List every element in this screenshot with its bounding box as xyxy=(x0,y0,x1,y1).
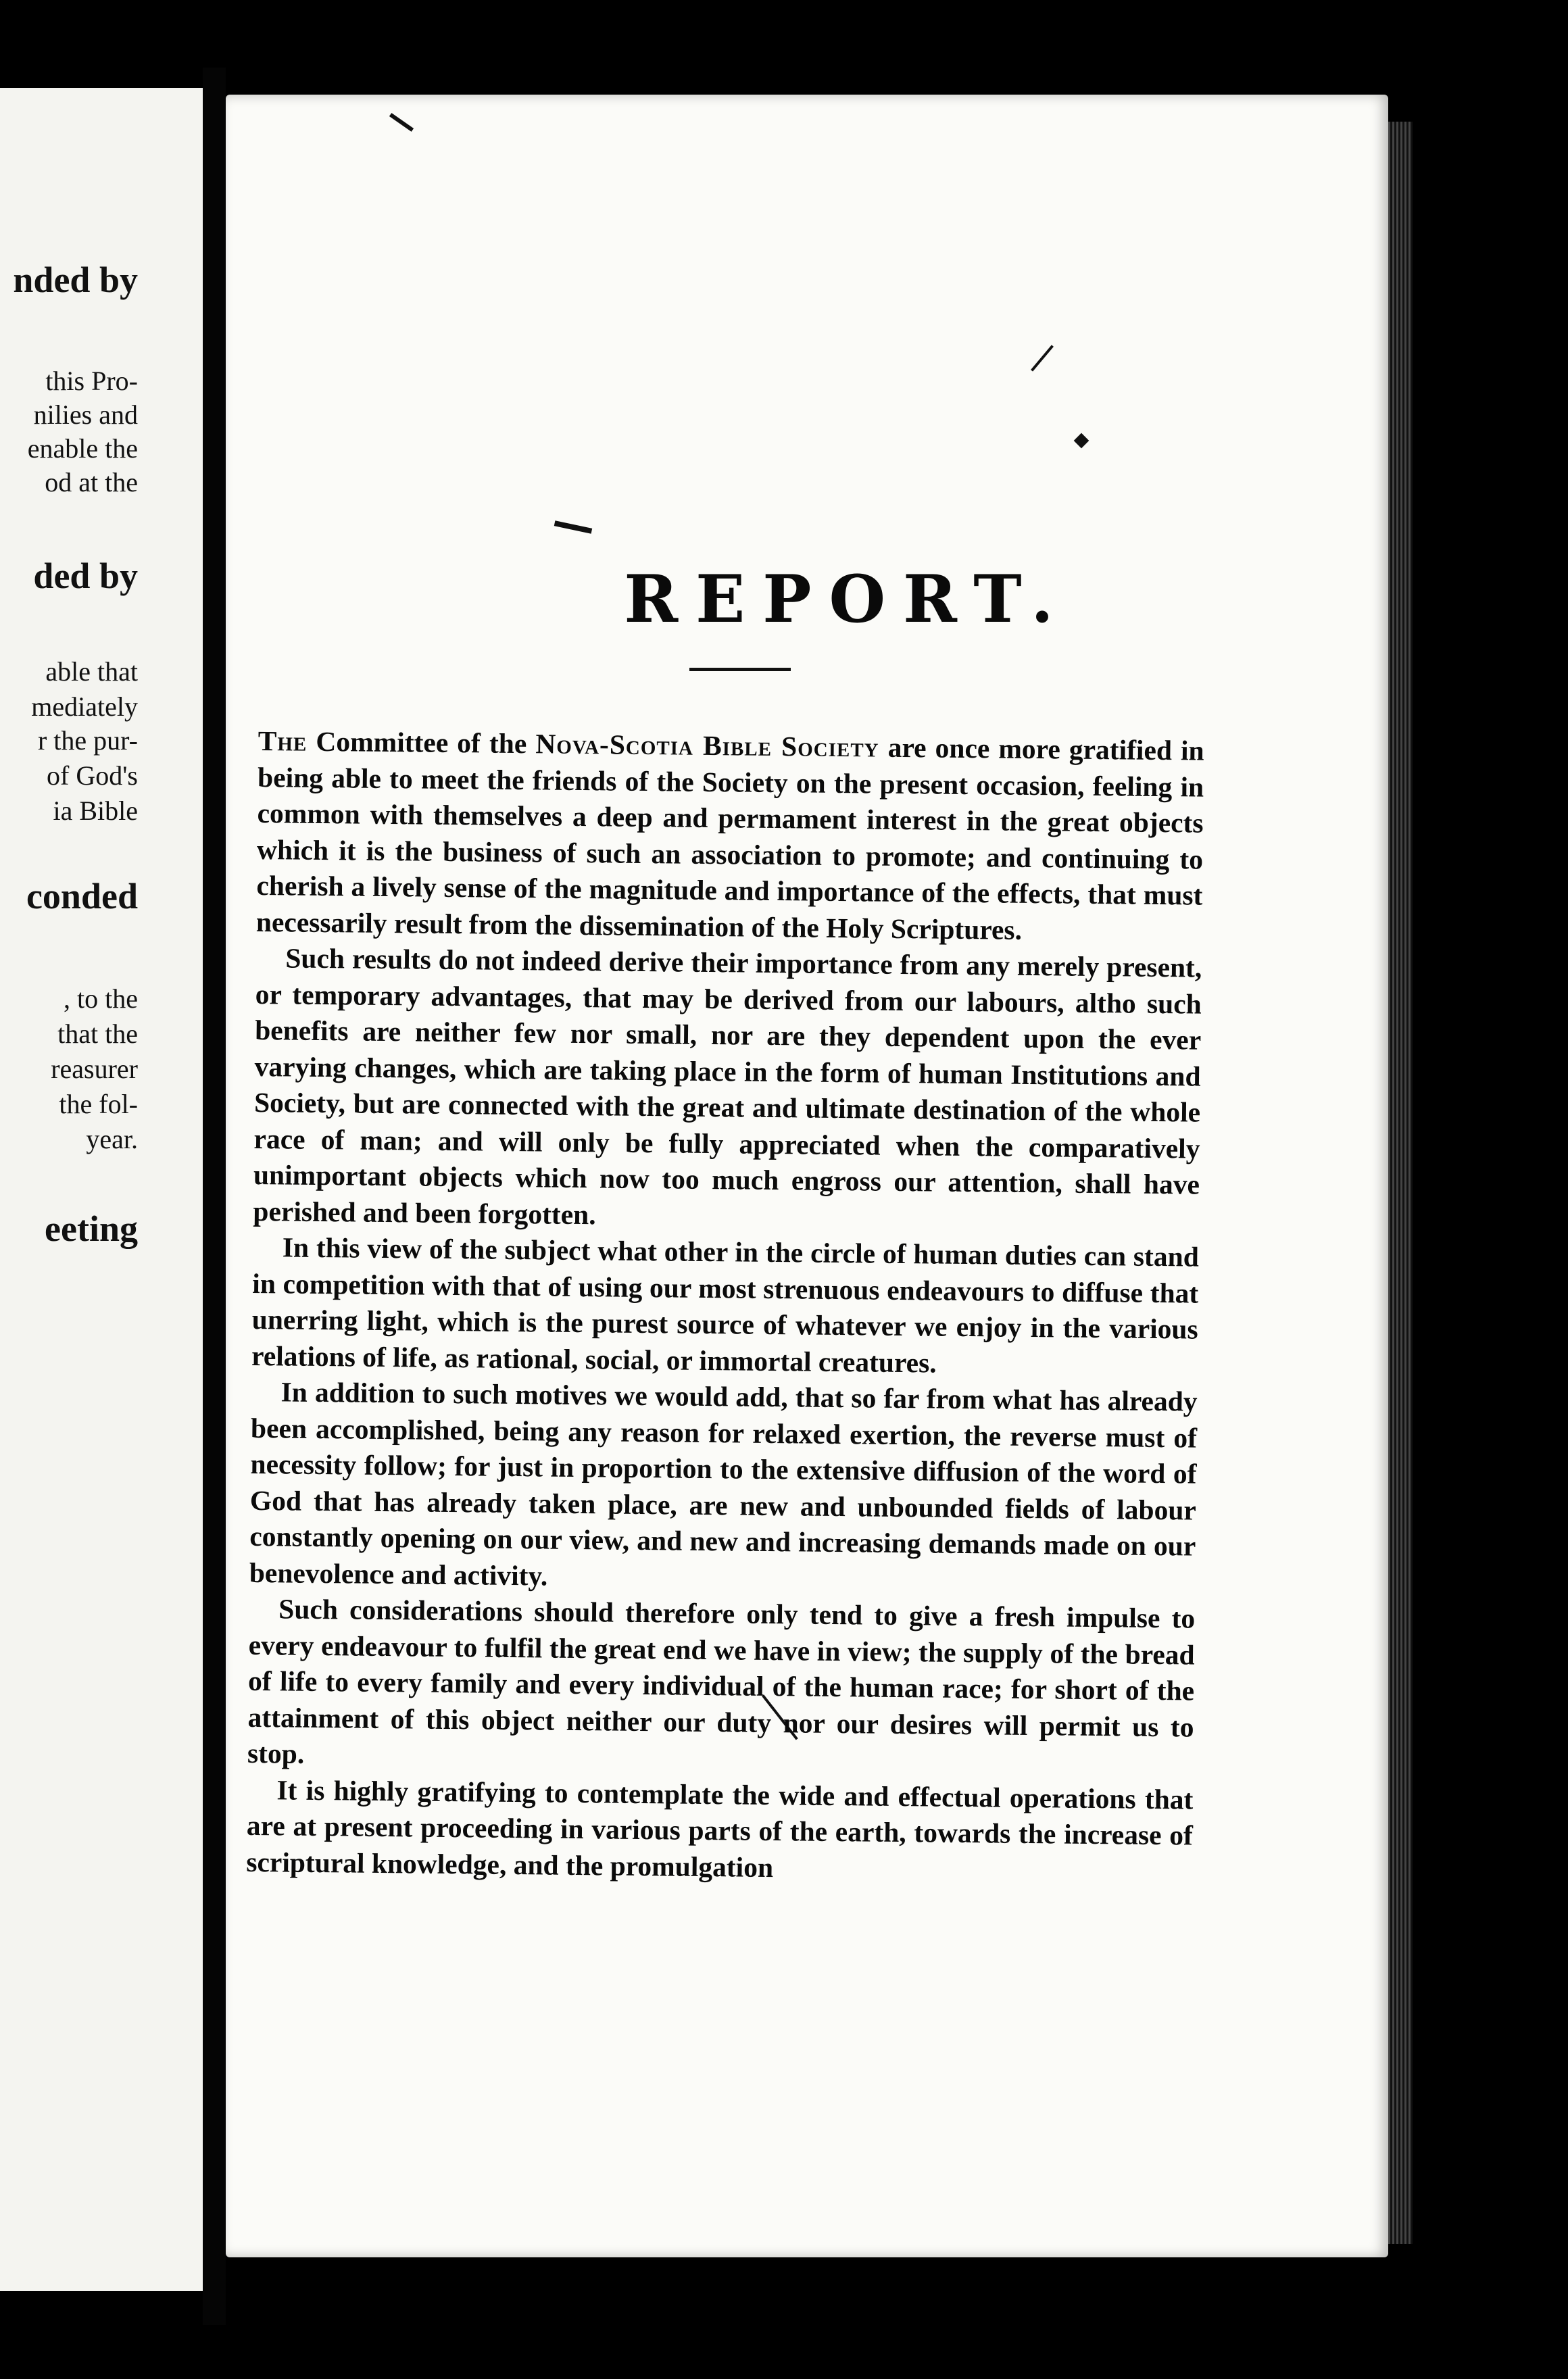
left-line: nilies and xyxy=(33,399,138,430)
left-line: mediately xyxy=(31,691,138,722)
left-line: able that xyxy=(45,656,138,687)
left-line: that the xyxy=(57,1019,138,1049)
left-line: reasurer xyxy=(51,1054,138,1084)
left-line: ia Bible xyxy=(53,795,138,826)
report-paragraph xyxy=(256,723,1204,950)
left-line: of God's xyxy=(47,760,138,791)
left-line: r the pur- xyxy=(37,725,138,756)
ink-mark xyxy=(554,520,592,533)
ink-mark xyxy=(389,113,414,132)
report-page xyxy=(226,95,1388,2257)
opening-rest: are once more gratified in being able to meet the friends of the Society on the present occasion, feeling in common with themselves a deep and permament interest in the great objects which it is the business of such an association to promote; and continuing to cherish a lively sense of the magnitude and importance of the effects, that must necessarily result from the dissemination of the Holy Scriptures. xyxy=(255,731,1204,946)
left-line: , to the xyxy=(64,983,138,1014)
left-line: year. xyxy=(86,1124,138,1154)
opening-word: The xyxy=(258,725,308,757)
report-body xyxy=(246,723,1204,1890)
left-line: eeting xyxy=(45,1208,138,1249)
left-line: ded by xyxy=(33,556,138,596)
ink-mark xyxy=(1074,433,1089,449)
society-name: Nova-Scotia Bible Society xyxy=(535,728,879,763)
left-line: conded xyxy=(26,876,138,916)
left-line: enable the xyxy=(27,433,138,464)
report-paragraph: In addition to such motives we would add, that so far from what has already been accomplished, being any reason for relaxed exertion, the reverse must of necessity follow; for just in proportion to the extensive diffusion of the word of God that has already taken place, are new and unbounded fields of labour constantly opening on our view, and new and increasing demands made on our benevolence and activity. xyxy=(249,1376,1198,1592)
page-edges xyxy=(1388,122,1413,2244)
left-facing-page xyxy=(0,88,207,2291)
book-gutter xyxy=(203,68,226,2325)
report-paragraph: Such considerations should therefore only tend to give a fresh impulse to every endeavour to fulfil the great end we have in view; the supply of the bread of life to every family and every individual of the human race; for short of the attainment of this object neither our duty nor our desires will permit us to stop. xyxy=(247,1593,1196,1769)
left-line: the fol- xyxy=(59,1089,138,1119)
title-rule xyxy=(689,668,791,671)
report-title: REPORT. xyxy=(624,561,1071,637)
report-paragraph: It is highly gratifying to contemplate the wide and effectual operations that are at present proceeding in various parts of the earth, towards the increase of scriptural knowledge, and the promulgation xyxy=(246,1773,1194,1883)
ink-mark xyxy=(1031,345,1054,371)
left-line: nded by xyxy=(13,260,138,300)
opening-phrase: Committee of the xyxy=(316,725,527,760)
report-paragraph: Such results do not indeed derive their importance from any merely present, or temporary advantages, that may be derived from our labours, altho such benefits are neither few nor small, nor are they dependent upon the ever varying changes, which are taking place in the form of human Institutions and Society, but are connected with the great and ultimate destination of the whole race of man; and will only be fully appreciated when the comparatively unimportant objects which now too much engross our attention, shall have perished and been forgotten. xyxy=(253,942,1202,1230)
left-line: od at the xyxy=(45,467,138,497)
report-paragraph: In this view of the subject what other in the circle of human duties can stand in competition with that of using our most strenuous endeavours to diffuse that unerring light, which is the purest source of whatever we enjoy in the various relations of life, as rational, social, or immortal creatures. xyxy=(251,1231,1200,1379)
left-line: this Pro- xyxy=(45,366,138,396)
